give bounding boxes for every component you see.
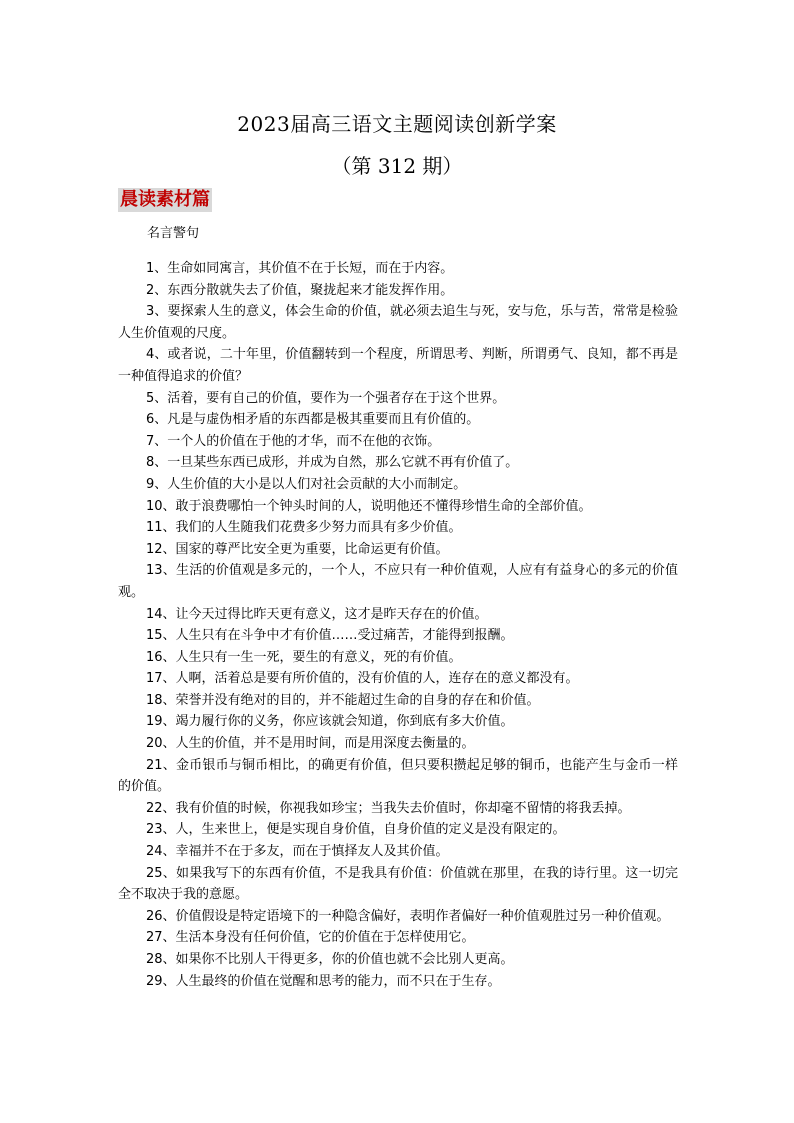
quote-item: 27、生活本身没有任何价值，它的价值在于怎样使用它。 (146, 930, 475, 946)
quote-list (118, 258, 678, 992)
quote-item: 21、金币银币与铜币相比，的确更有价值，但只要积攒起足够的铜币，也能产生与金币一样的价值。 (118, 757, 678, 795)
document-title: 2023届高三语文主题阅读创新学案 (237, 112, 557, 136)
quote-item: 8、一旦某些东西已成形，并成为自然，那么它就不再有价值了。 (146, 455, 519, 471)
quote-item: 3、要探索人生的意义，体会生命的价值，就必须去追生与死，安与危，乐与苦，常常是检验人生价值观的尺度。 (118, 304, 678, 341)
quote-item: 29、人生最终的价值在觉醒和思考的能力，而不只在于生存。 (146, 973, 501, 989)
quote-item: 26、价值假设是特定语境下的一种隐含偏好，表明作者偏好一种价值观胜过另一种价值观。 (146, 908, 670, 924)
quote-item: 16、人生只有一生一死，要生的有意义，死的有价值。 (146, 649, 462, 665)
quote-item: 17、人啊，活着总是要有所价值的，没有价值的人，连存在的意义都没有。 (146, 671, 579, 687)
quote-item: 22、我有价值的时候，你视我如珍宝；当我失去价值时，你却毫不留情的将我丢掉。 (146, 800, 631, 816)
quote-item: 14、让今天过得比昨天更有意义，这才是昨天存在的价值。 (146, 606, 488, 622)
section-tag: 晨读素材篇 (120, 189, 210, 210)
quote-item: 5、活着，要有自己的价值，要作为一个强者存在于这个世界。 (146, 390, 506, 406)
quote-item: 19、竭力履行你的义务，你应该就会知道，你到底有多大价值。 (146, 714, 514, 730)
quote-item: 6、凡是与虚伪相矛盾的东西都是极其重要而且有价值的。 (146, 412, 480, 428)
quote-item: 23、人，生来世上，便是实现自身价值，自身价值的定义是没有限定的。 (146, 822, 566, 838)
quote-item: 12、国家的尊严比安全更为重要，比命运更有价值。 (146, 541, 449, 557)
quote-item: 4、或者说，二十年里，价值翻转到一个程度，所谓思考、判断，所谓勇气、良知，都不再是一种值得追求的价值？ (118, 347, 678, 384)
quote-item: 20、人生的价值，并不是用时间，而是用深度去衡量的。 (146, 736, 475, 752)
quote-item: 24、幸福并不在于多友，而在于慎择友人及其价值。 (146, 844, 449, 860)
quote-item: 11、我们的人生随我们花费多少努力而具有多少价值。 (146, 520, 462, 536)
quote-item: 1、生命如同寓言，其价值不在于长短，而在于内容。 (146, 261, 454, 276)
quote-item: 25、如果我写下的东西有价值，不是我具有价值：价值就在那里，在我的诗行里。这一切完全不取决于我的意愿。 (118, 865, 678, 903)
quote-item: 2、东西分散就失去了价值，聚拢起来才能发挥作用。 (146, 282, 454, 298)
quote-item: 10、敢于浪费哪怕一个钟头时间的人，说明他还不懂得珍惜生命的全部价值。 (146, 498, 592, 514)
quote-item: 15、人生只有在斗争中才有价值……受过痛苦，才能得到报酬。 (146, 628, 514, 644)
quote-item: 9、人生价值的大小是以人们对社会贡献的大小而制定。 (146, 476, 467, 492)
issue-number: （第 312 期） (331, 154, 463, 178)
subheading: 名言警句 (147, 226, 200, 241)
quote-item: 28、如果你不比别人干得更多，你的价值也就不会比别人更高。 (146, 952, 514, 967)
quote-item: 13、生活的价值观是多元的，一个人，不应只有一种价值观，人应有有益身心的多元的价值观。 (118, 563, 678, 600)
quote-item: 7、一个人的价值在于他的才华，而不在他的衣饰。 (146, 433, 441, 449)
quote-item: 18、荣誉并没有绝对的目的，并不能超过生命的自身的存在和价值。 (146, 692, 540, 708)
